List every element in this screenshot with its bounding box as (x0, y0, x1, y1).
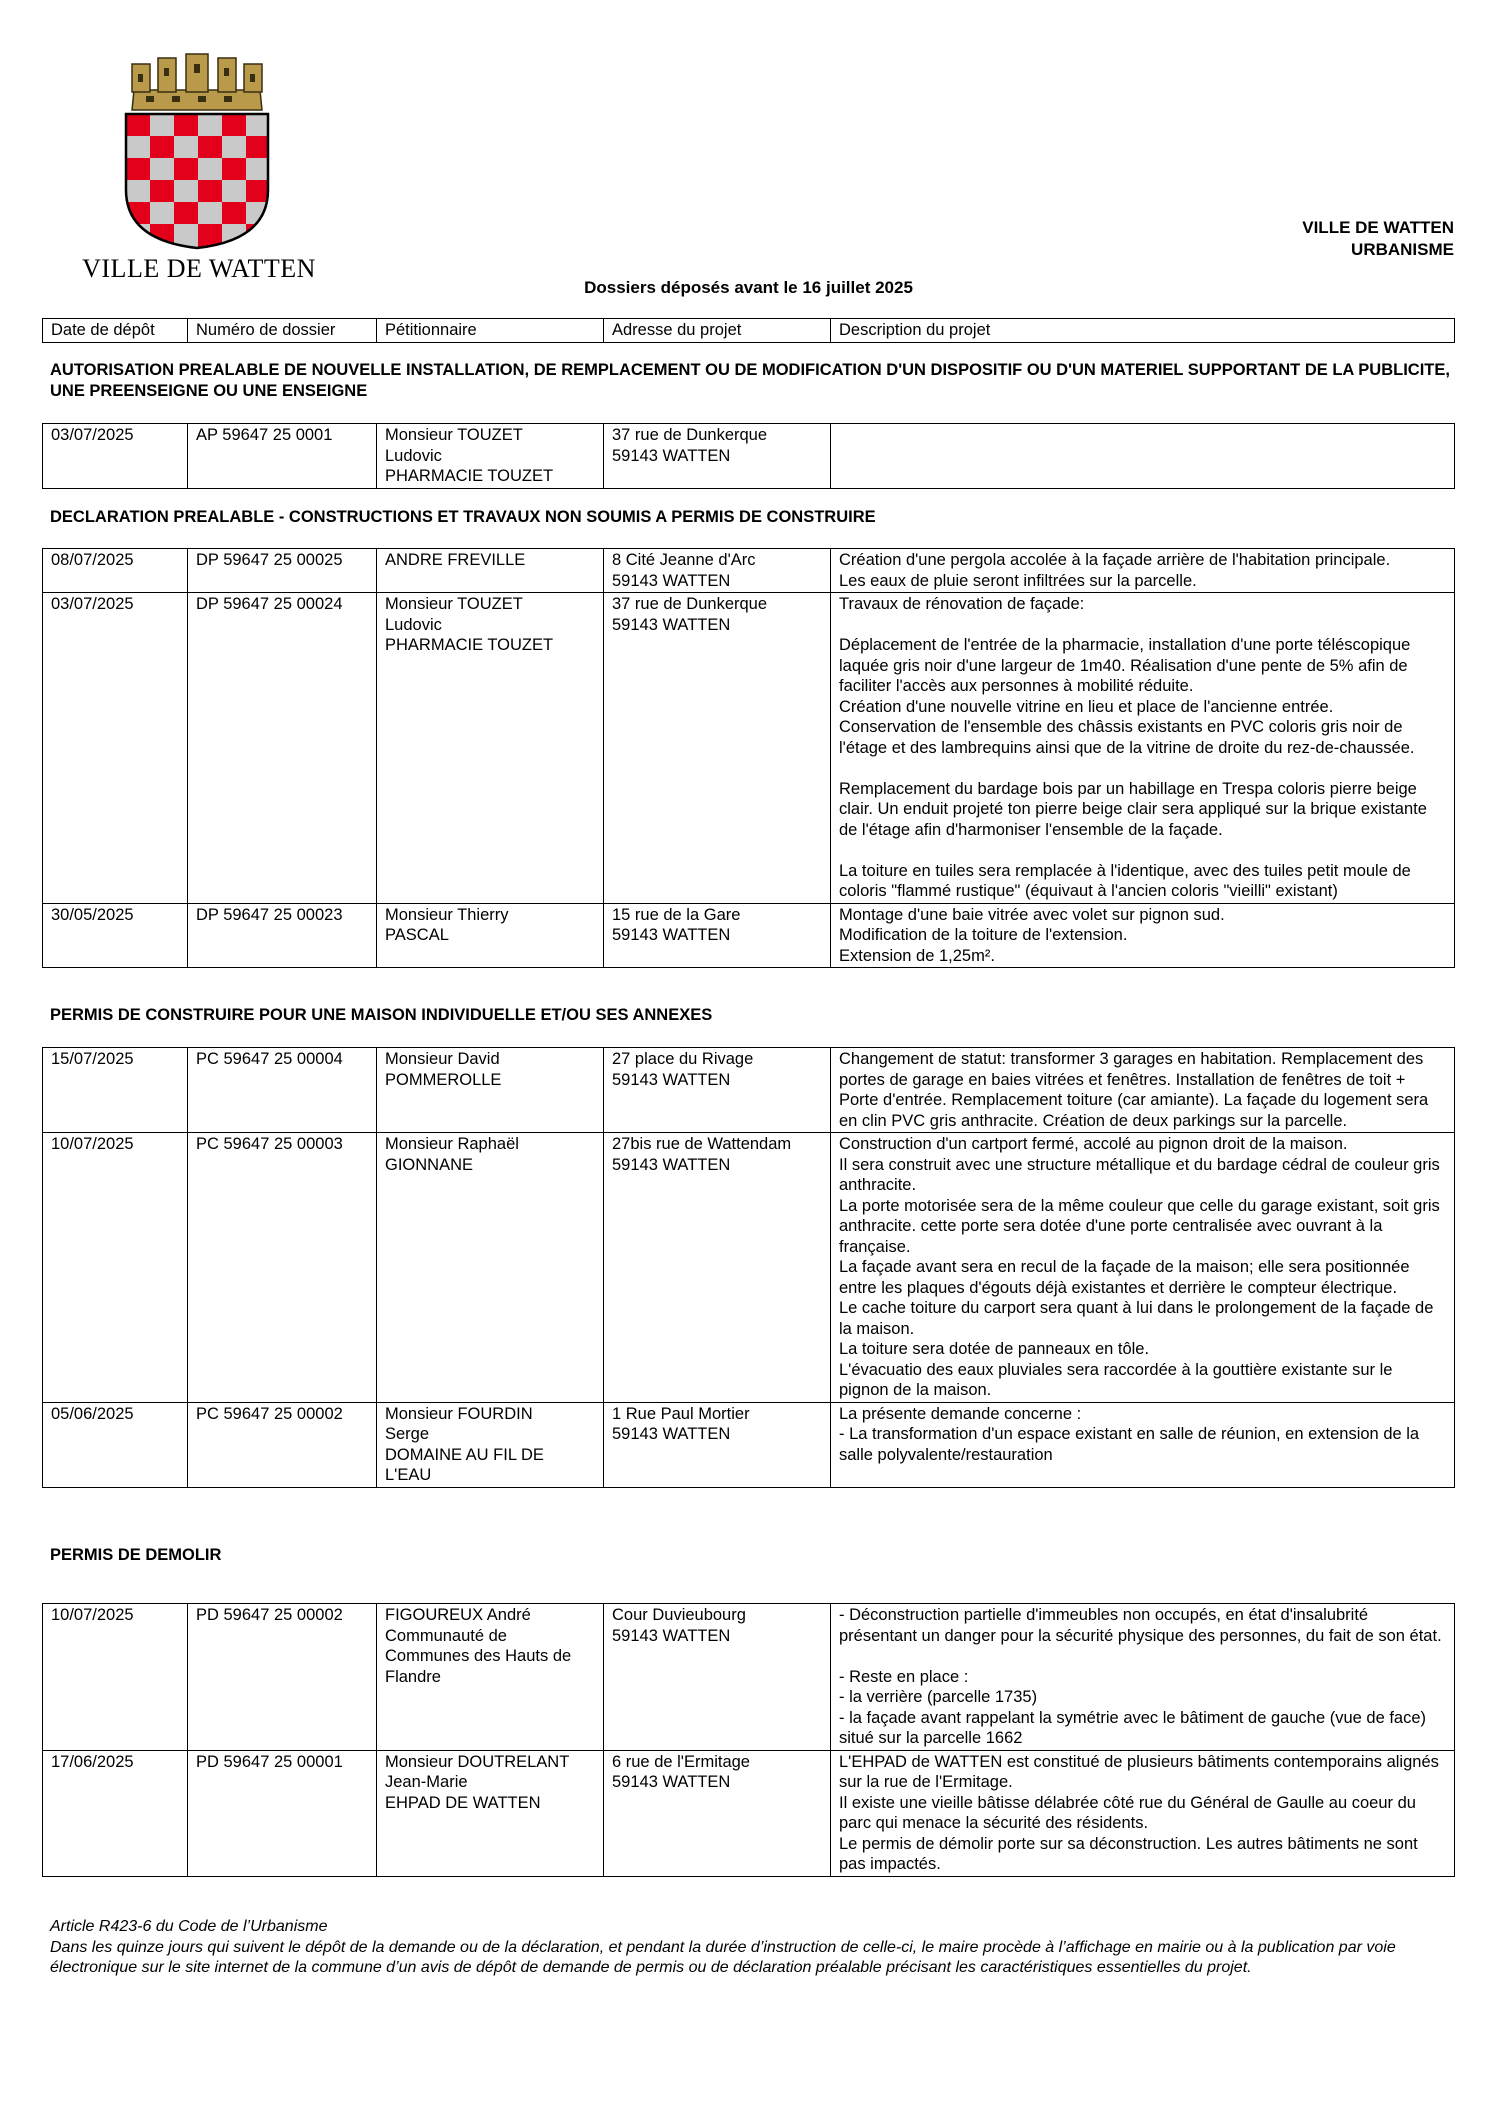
table-row (43, 424, 1455, 489)
footer-article: Article R423-6 du Code de l’Urbanisme (50, 1918, 328, 1935)
section-title-ap: AUTORISATION PREALABLE DE NOUVELLE INSTALLATION, DE REMPLACEMENT OU DE MODIFICATION D'UN DISPOSITIF OU D'UN MATERIEL SUPPORTANT DE LA PUBLICITE, UNE PREENSEIGNE OU UNE ENSEIGNE (50, 361, 1450, 400)
cell-petitionnaire: Monsieur TOUZET Ludovic PHARMACIE TOUZET (377, 424, 604, 489)
cell-petitionnaire: Monsieur Thierry PASCAL (377, 903, 604, 968)
crest-logo (122, 50, 272, 250)
cell-petitionnaire: Monsieur David POMMEROLLE (377, 1048, 604, 1133)
cell-description: Travaux de rénovation de façade: Déplacement de l'entrée de la pharmacie, installation d'une porte téléscopique laquée gris noir d'une largeur de 1m40. Réalisation d'une pente de 5% afin de faciliter l'accès aux personnes à mobilité réduite. Création d'une nouvelle vitrine en lieu et place de l'ancienne entrée. Conservation de l'ensemble des châssis existants en PVC coloris gris noir de l'étage et des lambrequins ainsi que de la vitrine de droite du rez-de-chaussée. Remplacement du bardage bois par un habillage en Trespa coloris pierre beige clair. Un enduit projeté ton pierre beige clair sera appliqué sur la brique existante de l'étage afin d'harmoniser l'ensemble de la façade. La toiture en tuiles sera remplacée à l'identique, avec des tuiles petit moule de coloris "flammé rustique" (équivaut à l'ancien coloris "vieilli" existant) (831, 593, 1455, 904)
table-row (43, 1750, 1455, 1876)
header-numero: Numéro de dossier (188, 319, 377, 343)
table-row (43, 593, 1455, 904)
cell-adresse: 1 Rue Paul Mortier 59143 WATTEN (604, 1402, 831, 1487)
cell-description: L'EHPAD de WATTEN est constitué de plusieurs bâtiments contemporains alignés sur la rue de l'Ermitage. Il existe une vieille bâtisse délabrée côté rue du Général de Gaulle au coeur du parc qui menace la sécurité des résidents. Le permis de démolir porte sur sa déconstruction. Les autres bâtiments ne sont pas impactés. (831, 1750, 1455, 1876)
table-row (43, 1604, 1455, 1751)
section-table-dp (42, 548, 1455, 968)
section-title-dp: DECLARATION PREALABLE - CONSTRUCTIONS ET TRAVAUX NON SOUMIS A PERMIS DE CONSTRUIRE (50, 508, 876, 526)
cell-date: 10/07/2025 (43, 1604, 188, 1751)
crest-caption: VILLE DE WATTEN (82, 254, 316, 283)
cell-adresse: 27 place du Rivage 59143 WATTEN (604, 1048, 831, 1133)
organization-header (1302, 217, 1454, 261)
section-table-pc (42, 1047, 1455, 1488)
cell-adresse: 15 rue de la Gare 59143 WATTEN (604, 903, 831, 968)
cell-date: 03/07/2025 (43, 593, 188, 904)
cell-numero: DP 59647 25 00024 (188, 593, 377, 904)
cell-adresse: 6 rue de l'Ermitage 59143 WATTEN (604, 1750, 831, 1876)
cell-description: Montage d'une baie vitrée avec volet sur pignon sud. Modification de la toiture de l'extension. Extension de 1,25m². (831, 903, 1455, 968)
table-row (43, 1133, 1455, 1403)
cell-description: Construction d'un cartport fermé, accolé au pignon droit de la maison. Il sera construit avec une structure métallique et du bardage cédral de couleur gris anthracite. La porte motorisée sera de la même couleur que celle du garage existant, soit gris anthracite. cette porte sera dotée d'une porte centralisée avec ouvrant à la française. La façade avant sera en recul de la façade de la maison; elle sera positionnée entre les plaques d'égouts déjà existantes et derrière le compteur électrique. Le cache toiture du carport sera quant à lui dans le prolongement de la façade de la maison. La toiture sera dotée de panneaux en tôle. L'évacuatio des eaux pluviales sera raccordée à la gouttière existante sur le pignon de la maison. (831, 1133, 1455, 1403)
cell-numero: PC 59647 25 00004 (188, 1048, 377, 1133)
legal-footer (50, 1917, 1450, 1979)
cell-adresse: 8 Cité Jeanne d'Arc 59143 WATTEN (604, 549, 831, 593)
header-date: Date de dépôt (43, 319, 188, 343)
cell-numero: DP 59647 25 00023 (188, 903, 377, 968)
cell-date: 08/07/2025 (43, 549, 188, 593)
cell-numero: PD 59647 25 00001 (188, 1750, 377, 1876)
section-table-ap (42, 423, 1455, 489)
cell-description: Changement de statut: transformer 3 garages en habitation. Remplacement des portes de garage en baies vitrées et fenêtres. Installation de fenêtres de toit + Porte d'entrée. Remplacement toiture (car amiante). La façade du logement sera en clin PVC gris anthracite. Création de deux parkings sur la parcelle. (831, 1048, 1455, 1133)
table-row (43, 903, 1455, 968)
cell-adresse: Cour Duvieubourg 59143 WATTEN (604, 1604, 831, 1751)
cell-numero: AP 59647 25 0001 (188, 424, 377, 489)
cell-description: - Déconstruction partielle d'immeubles non occupés, en état d'insalubrité présentant un danger pour la sécurité physique des personnes, du fait de son état. - Reste en place : - la verrière (parcelle 1735) - la façade avant rappelant la symétrie avec le bâtiment de gauche (vue de face) situé sur la parcelle 1662 (831, 1604, 1455, 1751)
cell-numero: PC 59647 25 00002 (188, 1402, 377, 1487)
header-adresse: Adresse du projet (604, 319, 831, 343)
table-row (43, 549, 1455, 593)
cell-adresse: 37 rue de Dunkerque 59143 WATTEN (604, 593, 831, 904)
cell-date: 30/05/2025 (43, 903, 188, 968)
header-petitionnaire: Pétitionnaire (377, 319, 604, 343)
org-department: URBANISME (1351, 240, 1454, 259)
section-table-pd (42, 1603, 1455, 1877)
cell-petitionnaire: ANDRE FREVILLE (377, 549, 604, 593)
cell-date: 15/07/2025 (43, 1048, 188, 1133)
column-header-table (42, 318, 1455, 343)
cell-numero: DP 59647 25 00025 (188, 549, 377, 593)
table-row (43, 1048, 1455, 1133)
crown-icon (132, 54, 262, 110)
cell-petitionnaire: Monsieur Raphaël GIONNANE (377, 1133, 604, 1403)
column-header-row (43, 319, 1455, 343)
org-name: VILLE DE WATTEN (1302, 218, 1454, 237)
section-title-pc: PERMIS DE CONSTRUIRE POUR UNE MAISON INDIVIDUELLE ET/OU SES ANNEXES (50, 1006, 713, 1024)
cell-adresse: 27bis rue de Wattendam 59143 WATTEN (604, 1133, 831, 1403)
cell-petitionnaire: Monsieur TOUZET Ludovic PHARMACIE TOUZET (377, 593, 604, 904)
section-title-pd: PERMIS DE DEMOLIR (50, 1546, 222, 1564)
cell-date: 05/06/2025 (43, 1402, 188, 1487)
footer-text: Dans les quinze jours qui suivent le dépôt de la demande ou de la déclaration, et pendant la durée d’instruction de celle-ci, le maire procède à l’affichage en mairie ou à la publication par voie électronique sur le site internet de la commune d’un avis de dépôt de demande de permis ou de déclaration préalable précisant les caractéristiques essentielles du projet. (50, 1938, 1396, 1976)
cell-petitionnaire: FIGOUREUX André Communauté de Communes des Hauts de Flandre (377, 1604, 604, 1751)
document-title: Dossiers déposés avant le 16 juillet 2025 (584, 278, 913, 297)
cell-numero: PD 59647 25 00002 (188, 1604, 377, 1751)
cell-petitionnaire: Monsieur FOURDIN Serge DOMAINE AU FIL DE L'EAU (377, 1402, 604, 1487)
table-row (43, 1402, 1455, 1487)
cell-petitionnaire: Monsieur DOUTRELANT Jean-Marie EHPAD DE WATTEN (377, 1750, 604, 1876)
cell-date: 17/06/2025 (43, 1750, 188, 1876)
cell-date: 03/07/2025 (43, 424, 188, 489)
cell-date: 10/07/2025 (43, 1133, 188, 1403)
cell-adresse: 37 rue de Dunkerque 59143 WATTEN (604, 424, 831, 489)
cell-numero: PC 59647 25 00003 (188, 1133, 377, 1403)
header-description: Description du projet (831, 319, 1455, 343)
cell-description (831, 424, 1455, 489)
cell-description: Création d'une pergola accolée à la façade arrière de l'habitation principale. Les eaux de pluie seront infiltrées sur la parcelle. (831, 549, 1455, 593)
cell-description: La présente demande concerne : - La transformation d'un espace existant en salle de réunion, en extension de la salle polyvalente/restauration (831, 1402, 1455, 1487)
